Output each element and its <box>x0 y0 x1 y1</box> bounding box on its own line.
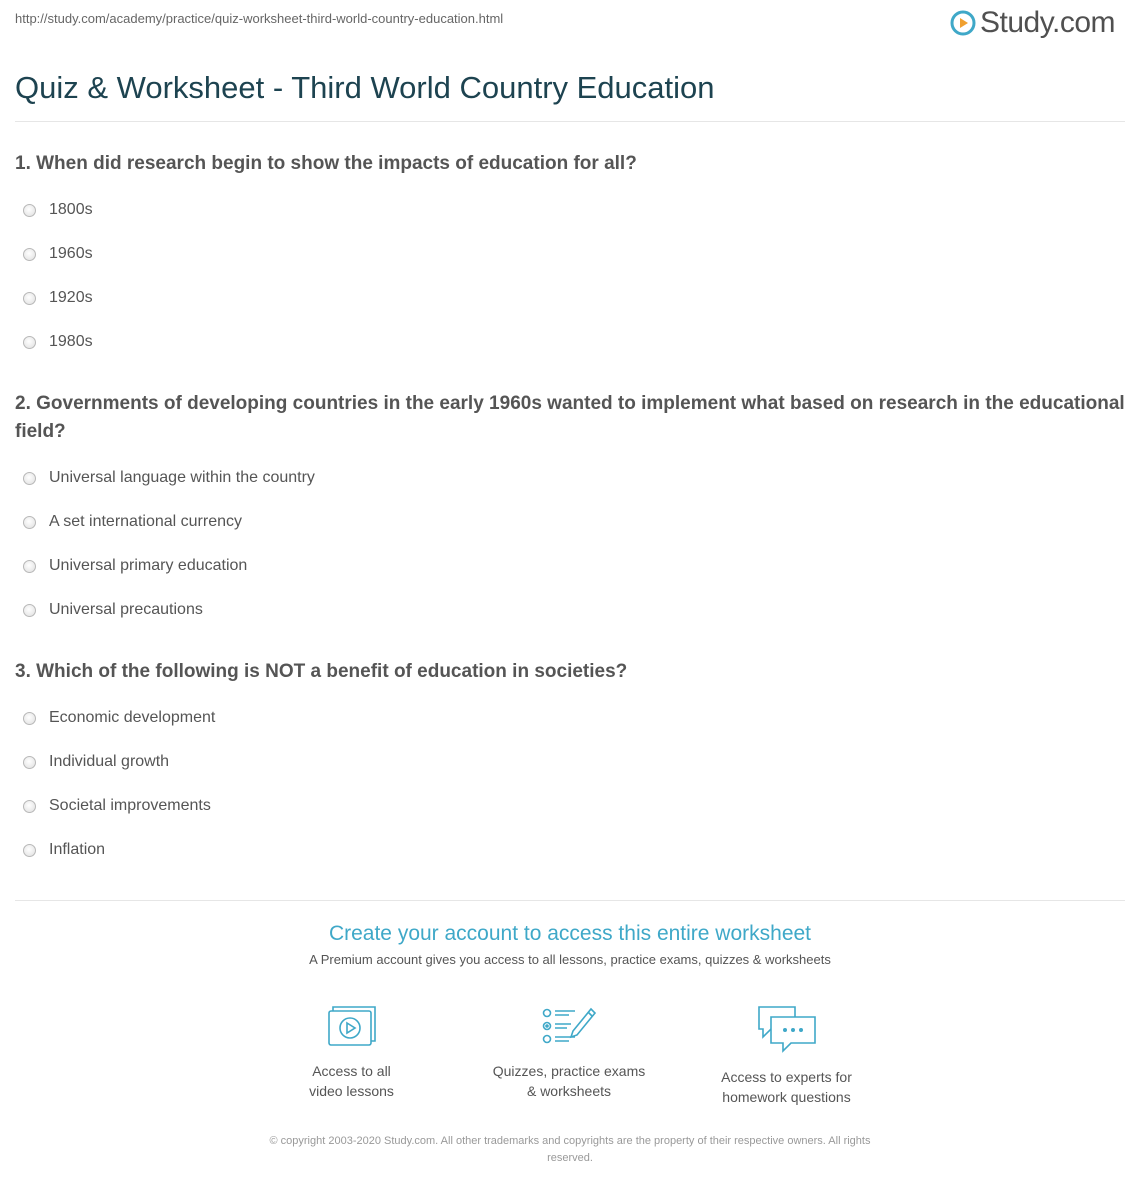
radio-button[interactable] <box>23 604 36 617</box>
answer-option[interactable] <box>23 232 637 276</box>
answer-option[interactable] <box>23 696 627 740</box>
radio-button[interactable] <box>23 560 36 573</box>
option-label: Universal language within the country <box>49 469 315 486</box>
option-label: Individual growth <box>49 753 170 770</box>
title-divider <box>15 121 1125 122</box>
answer-option[interactable] <box>23 784 627 828</box>
signup-cta <box>0 922 1140 967</box>
radio-button[interactable] <box>23 292 36 305</box>
option-label: Universal primary education <box>49 557 248 574</box>
feature-label-line: & worksheets <box>526 1083 612 1099</box>
answer-option[interactable] <box>23 500 1125 544</box>
option-label: Universal precautions <box>49 601 203 618</box>
radio-button[interactable] <box>23 336 36 349</box>
study-logo[interactable] <box>950 6 1115 40</box>
question-1 <box>15 150 637 364</box>
play-circle-icon <box>950 10 976 36</box>
feature-label-line: video lessons <box>309 1083 394 1099</box>
feature-label-line: Access to experts for <box>721 1069 852 1085</box>
answer-option[interactable] <box>23 544 1125 588</box>
option-label: 1980s <box>49 333 93 350</box>
radio-button[interactable] <box>23 204 36 217</box>
option-label: Economic development <box>49 709 216 726</box>
radio-button[interactable] <box>23 712 36 725</box>
option-label: 1800s <box>49 201 93 218</box>
question-text: 2. Governments of developing countries in the early 1960s wanted to implement what based on research in the educational field? <box>15 393 1125 442</box>
answer-option[interactable] <box>23 588 1125 632</box>
answer-option[interactable] <box>23 456 1125 500</box>
option-label: Societal improvements <box>49 797 211 814</box>
copyright-footer <box>215 1133 925 1167</box>
chat-bubbles-icon <box>755 1003 819 1055</box>
feature-experts <box>678 1003 895 1107</box>
page-url[interactable]: http://study.com/academy/practice/quiz-worksheet-third-world-country-education.html <box>15 11 504 26</box>
option-label: Inflation <box>49 841 106 858</box>
cta-subheading: A Premium account gives you access to all lessons, practice exams, quizzes & worksheets <box>309 952 831 967</box>
radio-button[interactable] <box>23 756 36 769</box>
feature-quizzes <box>461 1003 678 1107</box>
radio-button[interactable] <box>23 800 36 813</box>
video-lessons-icon <box>324 1003 380 1049</box>
logo-text: Study.com <box>980 6 1115 39</box>
answer-option[interactable] <box>23 276 637 320</box>
feature-label-line: Access to all <box>312 1063 391 1079</box>
radio-button[interactable] <box>23 248 36 261</box>
cta-heading[interactable]: Create your account to access this entire worksheet <box>328 922 812 945</box>
quiz-checklist-icon <box>539 1003 599 1049</box>
answer-option[interactable] <box>23 740 627 784</box>
option-label: A set international currency <box>49 513 242 530</box>
radio-button[interactable] <box>23 844 36 857</box>
feature-video-lessons <box>243 1003 460 1107</box>
feature-label-line: Quizzes, practice exams <box>492 1063 646 1079</box>
radio-button[interactable] <box>23 472 36 485</box>
section-divider <box>15 900 1125 901</box>
radio-button[interactable] <box>23 516 36 529</box>
feature-list <box>243 1003 895 1107</box>
copyright-line: reserved. <box>547 1152 593 1164</box>
answer-option[interactable] <box>23 828 627 872</box>
option-label: 1920s <box>49 289 93 306</box>
top-bar <box>0 0 1140 60</box>
question-2 <box>15 390 1125 632</box>
option-label: 1960s <box>49 245 93 262</box>
page-title: Quiz & Worksheet - Third World Country Education <box>15 70 715 105</box>
question-text: 3. Which of the following is NOT a benefit of education in societies? <box>15 661 628 682</box>
answer-option[interactable] <box>23 188 637 232</box>
question-text: 1. When did research begin to show the impacts of education for all? <box>15 153 637 174</box>
feature-label-line: homework questions <box>722 1089 851 1105</box>
question-3 <box>15 658 627 872</box>
copyright-line: © copyright 2003-2020 Study.com. All other trademarks and copyrights are the property of their respective owners. All rights <box>269 1135 871 1147</box>
answer-option[interactable] <box>23 320 637 364</box>
